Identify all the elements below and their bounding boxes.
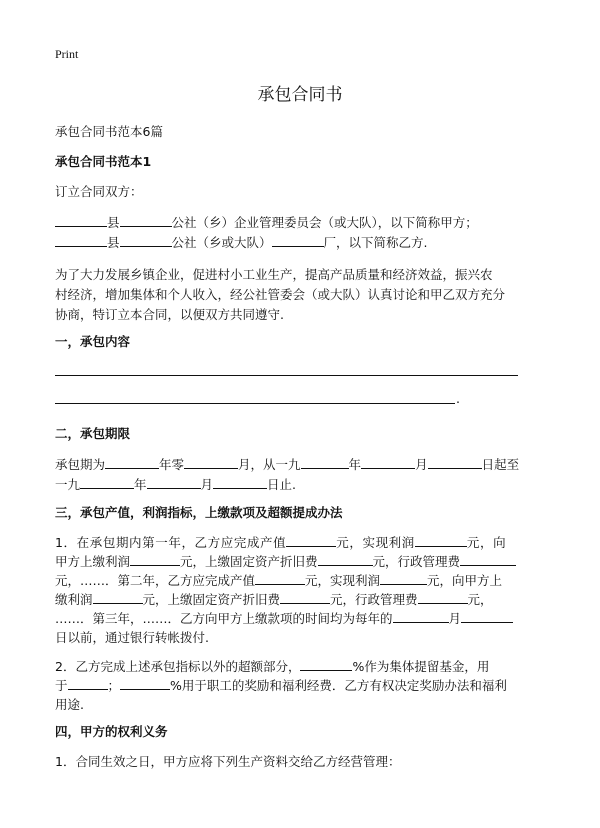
- text: %作为集体提留基金，用: [352, 659, 490, 674]
- print-label: Print: [55, 47, 79, 61]
- text: 1．在承包期内第一年，乙方应完成产值: [55, 535, 287, 550]
- blank: [147, 476, 201, 489]
- blank: [318, 553, 373, 566]
- text: 元，向甲方上: [427, 573, 503, 588]
- blank: [120, 214, 172, 227]
- text: 年: [134, 477, 147, 492]
- section-3-heading: 三，承包产值，利润指标，上缴款项及超额提成办法: [55, 505, 343, 520]
- text: 月，从一九: [238, 457, 301, 472]
- text: 月: [200, 477, 214, 492]
- blank: [301, 456, 349, 469]
- blank: [393, 610, 449, 623]
- blank: [361, 456, 415, 469]
- content-blank-line: [55, 403, 455, 404]
- blank: [428, 456, 482, 469]
- text: 承包期为: [55, 457, 106, 472]
- blank: [461, 610, 513, 623]
- text: 一九: [55, 477, 81, 492]
- text: ；: [107, 678, 121, 693]
- blank: [300, 658, 352, 671]
- blank: [55, 234, 107, 247]
- section-4-heading: 四，甲方的权利义务: [55, 724, 168, 739]
- clause-line: [55, 533, 506, 551]
- preamble-line: 为了大力发展乡镇企业，促进村小工业生产，提高产品质量和经济效益，振兴农: [55, 267, 493, 282]
- blank: [120, 234, 172, 247]
- text: 元，行政管理费: [372, 554, 461, 569]
- blank: [280, 591, 330, 604]
- text: 县: [107, 215, 120, 230]
- blank: [415, 534, 467, 547]
- sample-heading: 承包合同书范本1: [55, 154, 152, 169]
- text: 年: [348, 457, 362, 472]
- blank: [272, 234, 324, 247]
- blank: [460, 553, 516, 566]
- party-a-line: [55, 213, 478, 231]
- text: %用于职工的奖励和福利经费．乙方有权决定奖励办法和福利: [170, 678, 507, 693]
- text: 元，向: [466, 535, 507, 550]
- text: 公社（乡）企业管理委员会（或大队），以下简称甲方；: [171, 215, 478, 230]
- blank: [68, 677, 108, 690]
- content-end-mark: .: [456, 391, 460, 406]
- text: 月: [448, 611, 462, 626]
- preamble-line: 村经济，增加集体和个人收入，经公社管委会（或大队）认真讨论和甲乙双方充分: [55, 287, 506, 302]
- parties-label: 订立合同双方：: [55, 184, 143, 199]
- blank: [418, 591, 468, 604]
- blank: [80, 476, 134, 489]
- text: 于: [55, 678, 68, 693]
- blank: [105, 456, 159, 469]
- document-title: 承包合同书: [257, 85, 343, 105]
- text: ……．第三年，……．乙方向甲方上缴款项的时间均为每年的: [55, 611, 393, 626]
- clause-line: [55, 657, 489, 675]
- clause-line: [55, 609, 513, 627]
- text: 日起至: [481, 457, 520, 472]
- blank: [380, 572, 427, 585]
- text: 元，实现利润: [305, 573, 381, 588]
- text: 2．乙方完成上述承包指标以外的超额部分，: [55, 659, 301, 674]
- section-1-heading: 一，承包内容: [55, 334, 131, 349]
- text: 元，: [467, 592, 493, 607]
- clause-line: 用途.: [55, 697, 84, 712]
- clause-line: [55, 590, 493, 608]
- text: 元，上缴固定资产折旧费: [142, 592, 281, 607]
- blank: [130, 553, 180, 566]
- preamble-line: 协商，特订立本合同，以便双方共同遵守.: [55, 307, 284, 322]
- blank: [120, 677, 170, 690]
- blank: [255, 572, 305, 585]
- clause-line: [55, 552, 516, 570]
- blank: [213, 476, 267, 489]
- clause-line: 日以前，通过银行转帐拨付.: [55, 630, 209, 645]
- blank: [184, 456, 238, 469]
- blank: [55, 214, 107, 227]
- text: 公社（乡或大队）: [171, 235, 272, 250]
- text: 甲方上缴利润: [55, 554, 131, 569]
- text: 月: [415, 457, 428, 472]
- clause-line: [55, 676, 507, 694]
- text: 日止.: [267, 477, 297, 492]
- term-line: [55, 475, 296, 493]
- term-line: [55, 455, 519, 473]
- party-b-line: [55, 233, 428, 251]
- text: 元，上缴固定资产折旧费: [180, 554, 318, 569]
- text: 元，实现利润: [336, 535, 415, 550]
- blank: [286, 534, 336, 547]
- clause-line: [55, 571, 502, 589]
- content-blank-line: [55, 375, 518, 376]
- blank: [93, 591, 143, 604]
- text: 年零: [159, 457, 185, 472]
- text: 元，……．第二年，乙方应完成产值: [55, 573, 256, 588]
- clause-line: 1．合同生效之日，甲方应将下列生产资料交给乙方经营管理：: [55, 754, 401, 769]
- text: 厂，以下简称乙方.: [323, 235, 428, 250]
- text: 元，行政管理费: [330, 592, 418, 607]
- text: 缴利润: [55, 592, 93, 607]
- section-2-heading: 二，承包期限: [55, 426, 131, 441]
- text: 县: [107, 235, 120, 250]
- document-subtitle: 承包合同书范本6篇: [55, 124, 163, 139]
